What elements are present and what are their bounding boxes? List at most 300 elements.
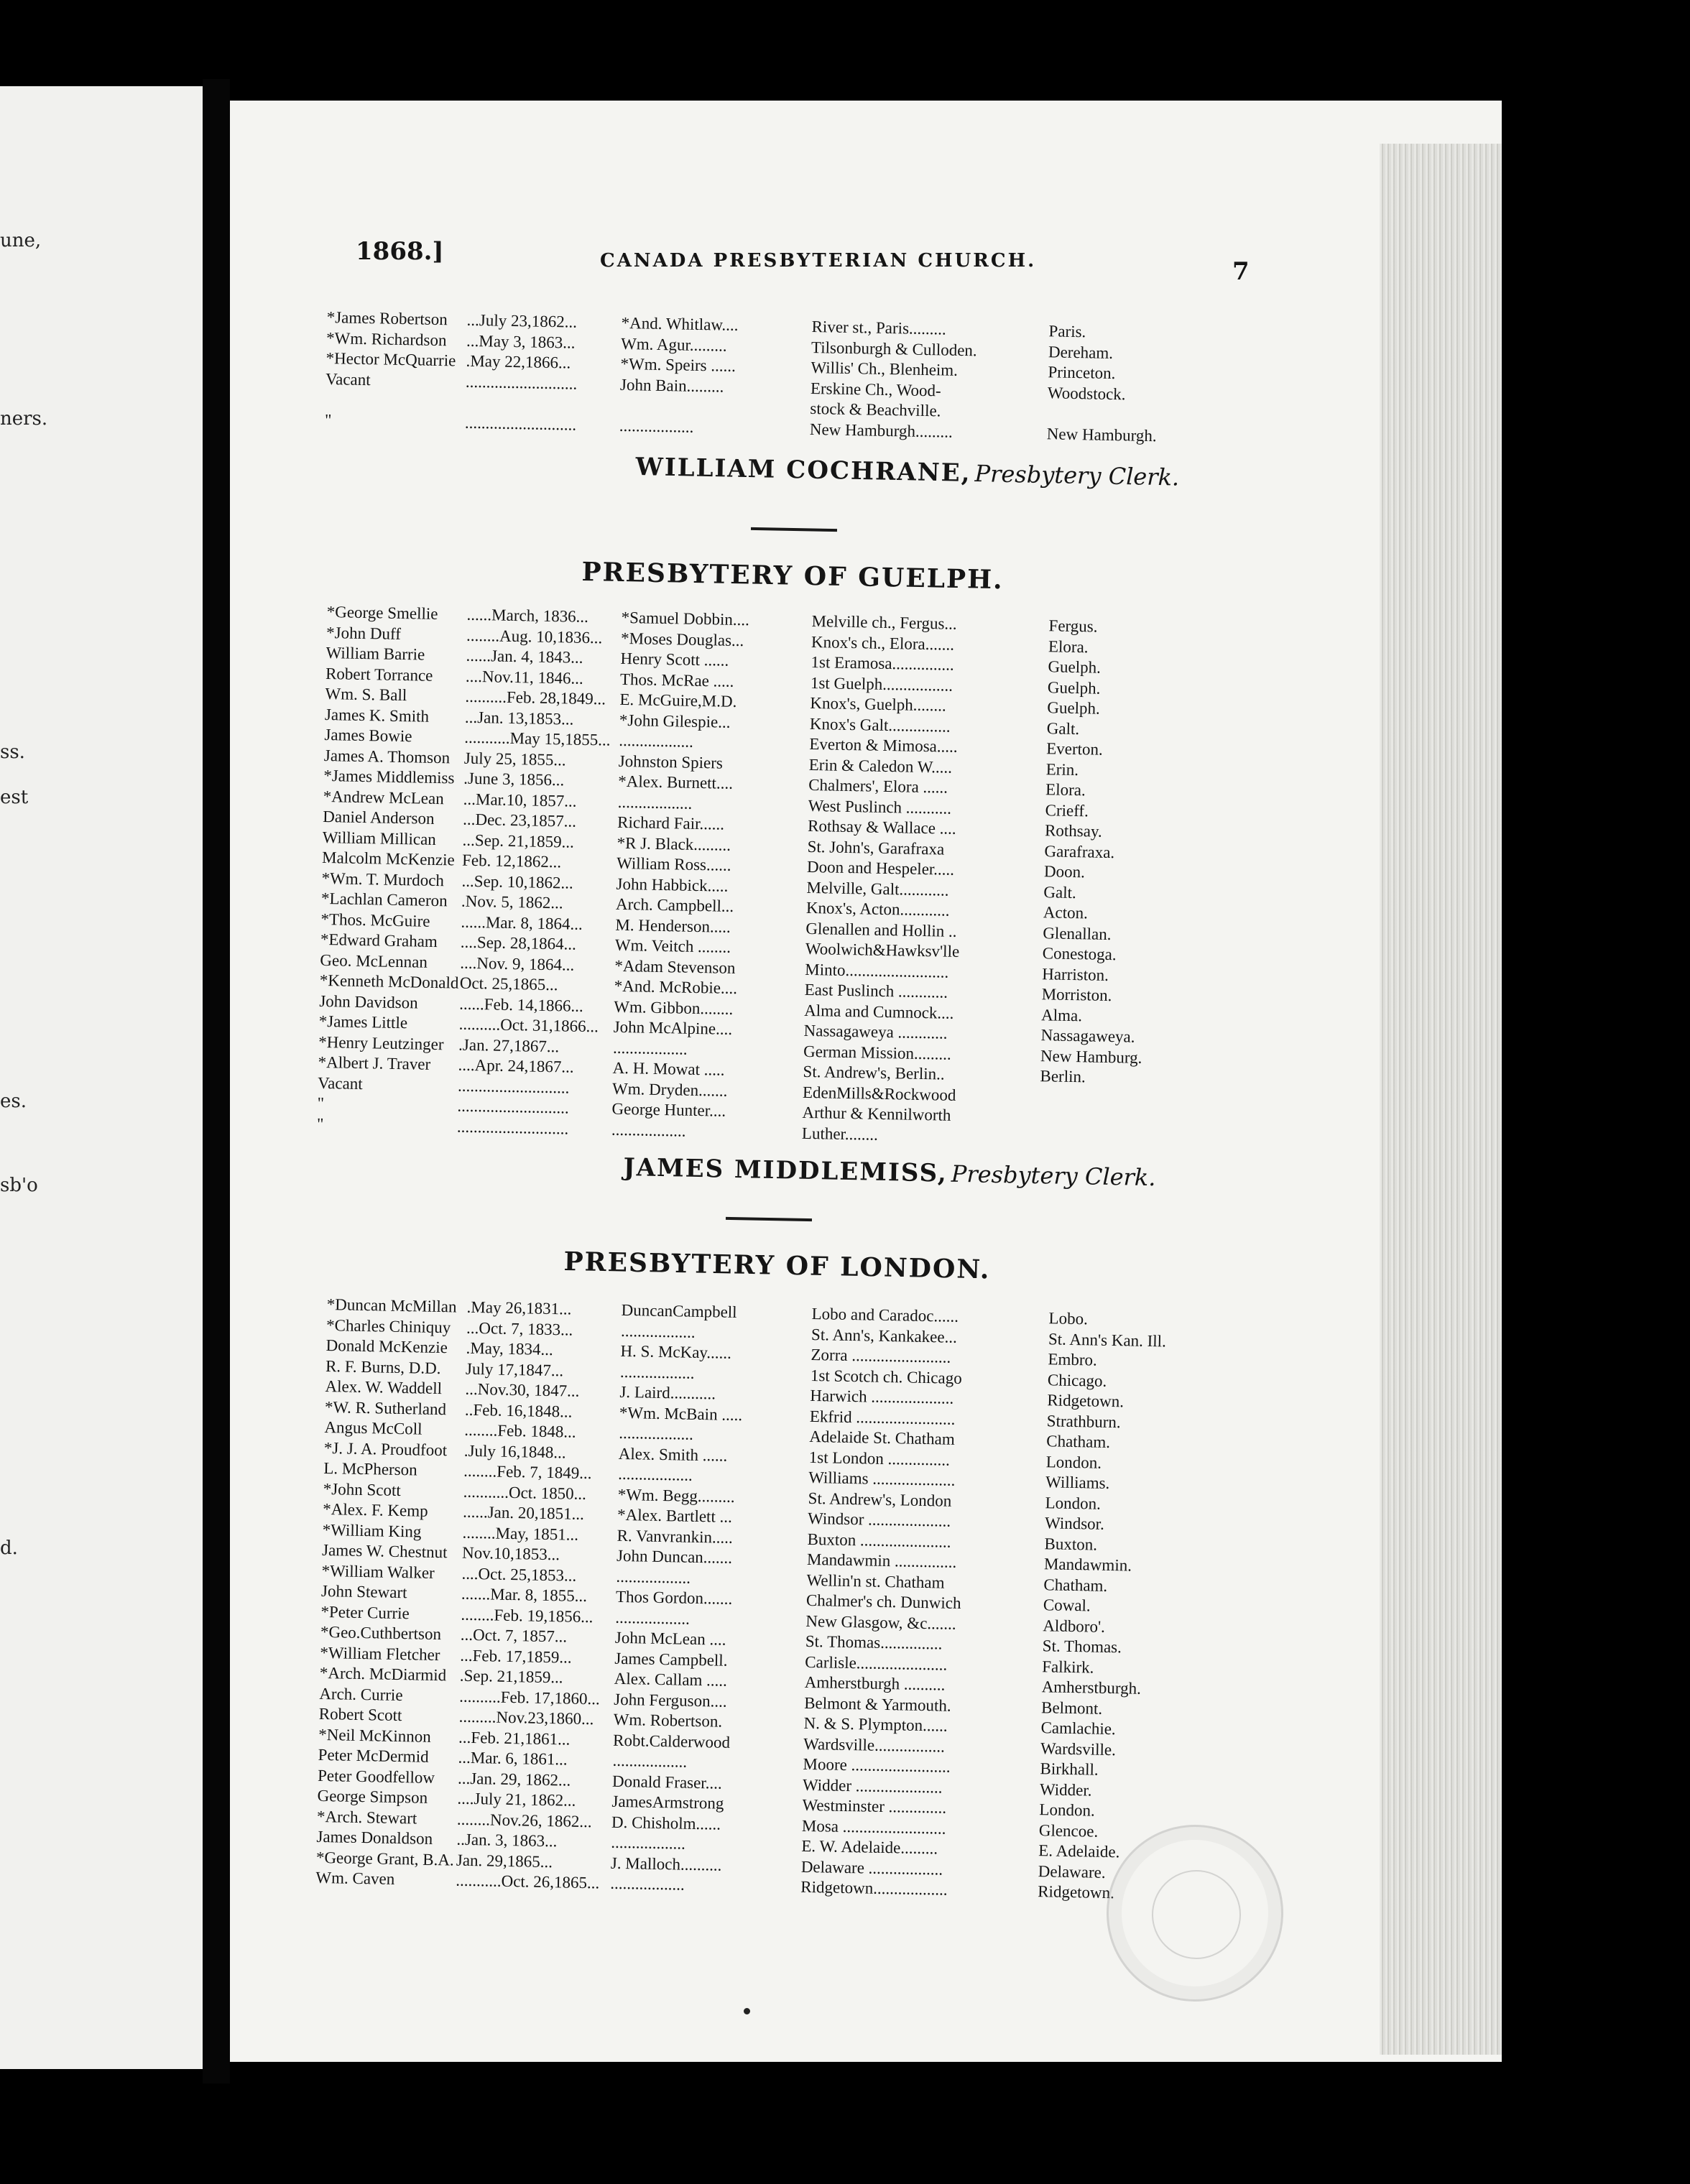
- congregation: Wardsville.................: [803, 1734, 946, 1756]
- minister-name: *W. R. Sutherland: [324, 1397, 447, 1418]
- post-office: Alma.: [1040, 1005, 1083, 1024]
- induction-date: ...Mar.10, 1857...: [463, 790, 577, 810]
- header-year: 1868.]: [356, 237, 444, 266]
- minister-name: *Wm. T. Murdoch: [321, 869, 445, 889]
- post-office: Guelph.: [1048, 657, 1102, 677]
- congregation: Lobo and Caradoc......: [811, 1304, 959, 1325]
- induction-date: ...........................: [457, 1076, 570, 1097]
- induction-date: ...July 23,1862...: [466, 310, 578, 331]
- minister-name: *Charles Chiniquy: [325, 1315, 451, 1336]
- congregation: Knox's ch., Elora.......: [811, 632, 955, 654]
- clerk-title: Presbytery Clerk.: [951, 1160, 1156, 1192]
- clerk-name: JAMES MIDDLEMISS,: [623, 1153, 948, 1188]
- post-office: Crieff.: [1045, 800, 1089, 820]
- post-office: Ridgetown.: [1047, 1391, 1125, 1411]
- post-office: New Hamburg.: [1040, 1046, 1142, 1067]
- post-office: Birkhall.: [1040, 1759, 1099, 1779]
- minister-name: William Millican: [322, 828, 437, 848]
- elder-name: Arch. Campbell...: [615, 894, 734, 915]
- induction-date: ...........................: [465, 372, 578, 393]
- minister-name: *George Grant, B.A.: [315, 1848, 455, 1869]
- elder-name: Wm. Robertson.: [613, 1710, 723, 1731]
- minister-name: Peter Goodfellow: [317, 1766, 435, 1787]
- minister-name: *J. J. A. Proudfoot: [323, 1438, 448, 1459]
- minister-name: R. F. Burns, D.D.: [325, 1356, 441, 1377]
- elder-name: ..................: [619, 731, 694, 751]
- guelph-table: [317, 602, 1247, 1152]
- minister-name: George Simpson: [317, 1786, 428, 1807]
- induction-date: ...........May 15,1855...: [464, 728, 611, 749]
- post-office: Dereham.: [1048, 342, 1114, 362]
- post-office: Everton.: [1046, 739, 1104, 759]
- congregation: Delaware ..................: [800, 1857, 943, 1879]
- congregation: Windsor ....................: [807, 1509, 951, 1530]
- post-office: Mandawmin.: [1043, 1555, 1132, 1575]
- minister-name: L. McPherson: [323, 1458, 417, 1479]
- post-office: Falkirk.: [1042, 1657, 1094, 1677]
- congregation: St. Andrew's, Berlin..: [803, 1062, 945, 1083]
- induction-date: ........Feb. 1848...: [464, 1420, 576, 1441]
- elder-name: Johnston Spiers: [618, 751, 724, 772]
- congregation: Everton & Mimosa.....: [809, 734, 958, 756]
- post-office: Morriston.: [1041, 985, 1112, 1005]
- post-office: Paris.: [1048, 322, 1086, 341]
- minister-name: William Barrie: [325, 643, 425, 664]
- post-office: Amherstburgh.: [1041, 1678, 1142, 1698]
- post-office: Elora.: [1048, 637, 1089, 656]
- facing-page-fragment: es.: [0, 1091, 27, 1112]
- induction-date: ...Feb. 17,1859...: [460, 1646, 572, 1667]
- elder-name: *Wm. Speirs ......: [620, 354, 737, 375]
- elder-name: Richard Fair......: [617, 813, 725, 833]
- induction-date: ..Jan. 3, 1863...: [456, 1830, 558, 1851]
- congregation: Williams ....................: [808, 1468, 956, 1489]
- congregation: Erskine Ch., Wood-: [810, 379, 941, 399]
- induction-date: ......March, 1836...: [466, 605, 589, 626]
- clerk-title: Presbytery Clerk.: [974, 460, 1180, 491]
- congregation: Ridgetown..................: [800, 1877, 948, 1899]
- induction-date: ..........Oct. 31,1866...: [458, 1014, 599, 1036]
- induction-date: .Sep. 21,1859...: [459, 1666, 563, 1687]
- post-office: Windsor.: [1044, 1514, 1105, 1533]
- elder-name: DuncanCampbell: [621, 1300, 737, 1321]
- congregation: Carlisle......................: [805, 1652, 948, 1674]
- post-office: Berlin.: [1040, 1067, 1086, 1086]
- post-office: London.: [1039, 1800, 1095, 1820]
- minister-name: Robert Scott: [318, 1704, 402, 1725]
- congregation: River st., Paris.........: [811, 317, 947, 338]
- induction-date: .May 26,1831...: [466, 1297, 572, 1318]
- induction-date: July 25, 1855...: [463, 749, 566, 769]
- elder-name: ..................: [610, 1874, 685, 1894]
- elder-name: ..................: [612, 1038, 688, 1058]
- elder-name: ..................: [620, 1321, 696, 1341]
- minister-name: Daniel Anderson: [323, 807, 435, 828]
- elder-name: Robt.Calderwood: [612, 1731, 731, 1752]
- minister-name: John Stewart: [320, 1581, 407, 1602]
- congregation: West Puslinch ...........: [808, 796, 952, 818]
- page-edges: [1380, 144, 1502, 2055]
- induction-date: ....Apr. 24,1867...: [458, 1055, 574, 1076]
- elder-name: *Samuel Dobbin....: [621, 608, 750, 629]
- elder-name: ..................: [619, 1362, 695, 1382]
- congregation: Belmont & Yarmouth.: [803, 1693, 951, 1715]
- minister-name: James A. Thomson: [323, 746, 451, 767]
- elder-name: Thos Gordon.......: [615, 1587, 733, 1608]
- post-office: Harriston.: [1042, 964, 1109, 984]
- elder-name: *Wm. Begg.........: [617, 1485, 735, 1506]
- induction-date: ...Jan. 13,1853...: [464, 708, 574, 728]
- elder-name: *Alex. Bartlett ...: [617, 1505, 733, 1526]
- induction-date: Feb. 12,1862...: [461, 851, 562, 871]
- post-office: Delaware.: [1038, 1861, 1106, 1882]
- induction-date: ........Feb. 19,1856...: [461, 1605, 594, 1626]
- post-office: Glencoe.: [1038, 1820, 1099, 1841]
- congregation: 1st Eramosa...............: [811, 652, 955, 674]
- minister-name: *Neil McKinnon: [318, 1725, 431, 1746]
- minister-name: *Wm. Richardson: [325, 328, 447, 349]
- minister-name: James Bowie: [324, 725, 412, 746]
- elder-name: George Hunter....: [611, 1099, 726, 1120]
- post-office: Rothsay.: [1044, 821, 1102, 841]
- congregation: Zorra ........................: [811, 1345, 951, 1366]
- minister-name: Wm. S. Ball: [325, 684, 407, 705]
- header-title: CANADA PRESBYTERIAN CHURCH.: [600, 250, 1037, 272]
- congregation: Luther........: [801, 1124, 879, 1144]
- minister-name: *William King: [322, 1520, 422, 1541]
- congregation: Doon and Hespeler.....: [806, 857, 955, 879]
- congregation: Tilsonburgh & Culloden.: [811, 338, 977, 359]
- congregation: Willis' Ch., Blenheim.: [811, 358, 959, 379]
- elder-name: *Adam Stevenson: [614, 956, 736, 977]
- post-office: Strathburn.: [1046, 1411, 1121, 1431]
- induction-date: .May 22,1866...: [466, 351, 571, 372]
- post-office: Nassagaweya.: [1040, 1026, 1135, 1046]
- post-office: Embro.: [1048, 1350, 1098, 1369]
- minister-name: *James Little: [318, 1012, 408, 1032]
- elder-name: ..................: [611, 1833, 686, 1853]
- minister-name: *Kenneth McDonald: [319, 971, 459, 992]
- facing-page-fragment: ners.: [0, 408, 48, 430]
- post-office: [1039, 1128, 1237, 1152]
- congregation: German Mission.........: [803, 1042, 952, 1063]
- post-office: London.: [1045, 1493, 1102, 1513]
- minister-name: *Albert J. Traver: [318, 1052, 431, 1073]
- facing-page-fragment: ss.: [0, 741, 25, 763]
- minister-name: *Arch. McDiarmid: [319, 1663, 447, 1685]
- induction-date: ........May, 1851...: [462, 1523, 579, 1544]
- induction-date: Oct. 25,1865...: [459, 973, 558, 994]
- induction-date: .May, 1834...: [466, 1338, 554, 1359]
- post-office: Williams.: [1045, 1473, 1110, 1492]
- minister-name: John Davidson: [319, 991, 418, 1012]
- elder-name: Alex. Smith ......: [618, 1444, 728, 1465]
- post-office: Glenallan.: [1043, 923, 1112, 943]
- minister-name: Wm. Caven: [315, 1868, 395, 1888]
- elder-name: Donald Fraser....: [611, 1772, 722, 1792]
- congregation: Knox's Galt...............: [809, 714, 951, 736]
- minister-name: Peter McDermid: [318, 1745, 429, 1766]
- induction-date: ...Oct. 7, 1833...: [466, 1318, 573, 1339]
- minister-name: Robert Torrance: [325, 664, 433, 685]
- library-stamp: [1107, 1825, 1283, 2002]
- post-office: Fergus.: [1048, 616, 1098, 636]
- elder-name: John McLean ....: [614, 1628, 726, 1649]
- elder-name: William Ross......: [616, 853, 731, 874]
- elder-name: Henry Scott ......: [620, 649, 729, 670]
- elder-name: R. Vanvrankin.....: [617, 1526, 734, 1547]
- post-office: Wardsville.: [1040, 1739, 1117, 1759]
- congregation: Mosa .........................: [801, 1816, 946, 1838]
- congregation: Adelaide St. Chatham: [809, 1427, 956, 1448]
- induction-date: .July 16,1848...: [463, 1441, 566, 1461]
- elder-name: *John Gilespie...: [619, 711, 731, 731]
- congregation: Chalmer's ch. Dunwich: [805, 1591, 961, 1613]
- post-office: Galt.: [1046, 718, 1080, 738]
- congregation: East Puslinch ............: [804, 980, 948, 1001]
- post-office: Elora.: [1045, 780, 1086, 800]
- elder-name: *Moses Douglas...: [620, 629, 744, 649]
- minister-name: *Geo.Cuthbertson: [320, 1622, 442, 1644]
- post-office: Doon.: [1043, 862, 1086, 882]
- post-office: Ridgetown.: [1037, 1882, 1115, 1902]
- induction-date: ...Oct. 7, 1857...: [460, 1625, 568, 1646]
- post-office: Belmont.: [1040, 1698, 1103, 1718]
- minister-name: Vacant: [317, 1073, 363, 1093]
- elder-name: Thos. McRae .....: [619, 670, 734, 690]
- elder-name: ..................: [617, 792, 693, 813]
- elder-name: ..................: [615, 1608, 691, 1628]
- elder-name: *And. McRobie....: [614, 976, 738, 998]
- induction-date: ...........Oct. 1850...: [463, 1482, 587, 1503]
- post-office: Widder.: [1039, 1780, 1092, 1800]
- post-office: St. Ann's Kan. Ill.: [1048, 1329, 1167, 1350]
- induction-date: ...Feb. 21,1861...: [458, 1728, 571, 1749]
- post-office: Chicago.: [1047, 1370, 1107, 1390]
- post-office: Galt.: [1043, 882, 1077, 902]
- congregation: Moore ........................: [803, 1754, 951, 1776]
- post-office: Chatham.: [1043, 1575, 1108, 1595]
- minister-name: *Lachlan Cameron: [320, 889, 448, 910]
- congregation: St. Andrew's, London: [808, 1489, 952, 1510]
- post-office: Erin.: [1045, 759, 1079, 779]
- minister-name: *George Smellie: [326, 602, 438, 623]
- london-table: [315, 1295, 1247, 1906]
- minister-name: *William Fletcher: [320, 1643, 440, 1664]
- elder-name: Wm. Gibbon........: [614, 997, 734, 1018]
- clerk-name: WILLIAM COCHRANE,: [635, 453, 971, 488]
- minister-name: ": [317, 1093, 325, 1113]
- elder-name: J. Malloch..........: [610, 1854, 722, 1874]
- congregation: Wellin'n st. Chatham: [806, 1570, 945, 1592]
- elder-name: *And. Whitlaw....: [621, 313, 739, 334]
- facing-page-fragment: une,: [0, 230, 42, 251]
- paris-continuation-table: [325, 307, 1247, 448]
- elder-name: D. Chisholm......: [611, 1813, 721, 1833]
- minister-name: *Edward Graham: [320, 930, 438, 951]
- minister-name: James K. Smith: [324, 705, 430, 726]
- induction-date: ...........................: [457, 1096, 570, 1117]
- minister-name: *Duncan McMillan: [326, 1295, 457, 1316]
- elder-name: E. McGuire,M.D.: [619, 690, 737, 711]
- induction-date: .......Mar. 8, 1855...: [461, 1584, 588, 1606]
- congregation: Melville, Galt............: [806, 878, 949, 899]
- congregation: Knox's, Guelph........: [810, 693, 947, 715]
- minister-name: Alex. W. Waddell: [325, 1376, 443, 1398]
- post-office: Princeton.: [1048, 363, 1116, 383]
- induction-date: Jan. 29,1865...: [456, 1851, 553, 1871]
- post-office: New Hamburgh.: [1046, 424, 1157, 445]
- elder-name: *Wm. McBain .....: [619, 1403, 743, 1424]
- induction-date: ...........................: [456, 1117, 569, 1138]
- induction-date: ...Dec. 23,1857...: [462, 810, 577, 830]
- elder-name: John Habbick.....: [616, 874, 729, 895]
- congregation: Erin & Caledon W.....: [808, 755, 953, 777]
- elder-name: H. S. McKay......: [620, 1341, 732, 1362]
- congregation: EdenMills&Rockwood: [802, 1083, 956, 1104]
- facing-page: [0, 86, 203, 2069]
- induction-date: ...........................: [464, 413, 577, 434]
- elder-name: Alex. Callam .....: [614, 1669, 728, 1690]
- induction-date: ........Nov.26, 1862...: [456, 1810, 592, 1831]
- induction-date: ...Nov.30, 1847...: [465, 1379, 580, 1400]
- induction-date: ...Jan. 29, 1862...: [457, 1769, 571, 1790]
- congregation: Rothsay & Wallace ....: [807, 816, 956, 838]
- minister-name: *John Duff: [325, 623, 402, 643]
- congregation: Harwich ....................: [810, 1386, 954, 1407]
- induction-date: ..Feb. 16,1848...: [464, 1400, 573, 1421]
- minister-name: *Alex. F. Kemp: [323, 1499, 428, 1520]
- facing-page-fragment: est: [0, 787, 29, 808]
- elder-name: Wm. Veitch ........: [614, 935, 731, 956]
- congregation: New Glasgow, &c.......: [805, 1611, 956, 1633]
- minister-name: ": [316, 1114, 324, 1133]
- congregation: Nassagaweya ............: [803, 1021, 948, 1042]
- elder-name: ..................: [616, 1567, 691, 1587]
- post-office: Camlachie.: [1040, 1718, 1116, 1739]
- minister-name: Geo. McLennan: [320, 950, 428, 971]
- elder-name: *Alex. Burnett....: [618, 772, 734, 792]
- induction-date: ....July 21, 1862...: [457, 1789, 576, 1810]
- elder-name: Wm. Agur.........: [620, 334, 727, 355]
- post-office: Acton.: [1043, 903, 1089, 922]
- elder-name: M. Henderson.....: [615, 915, 731, 936]
- minister-name: *Peter Currie: [320, 1602, 410, 1622]
- induction-date: ...Mar. 6, 1861...: [458, 1748, 568, 1769]
- congregation: St. John's, Garafraxa: [807, 837, 945, 859]
- elder-name: Wm. Dryden.......: [611, 1079, 728, 1100]
- congregation: Buxton ......................: [807, 1530, 951, 1551]
- minister-name: Arch. Currie: [319, 1684, 403, 1704]
- elder-name: J. Laird...........: [619, 1382, 716, 1403]
- induction-date: ........Feb. 7, 1849...: [463, 1461, 592, 1483]
- minister-name: *William Walker: [321, 1561, 435, 1582]
- post-office: Chatham.: [1046, 1432, 1111, 1451]
- induction-date: .June 3, 1856...: [463, 769, 565, 790]
- post-office: Lobo.: [1048, 1309, 1089, 1328]
- elder-name: John Ferguson....: [614, 1690, 727, 1711]
- induction-date: ..........Feb. 28,1849...: [465, 687, 606, 708]
- congregation: N. & S. Plympton......: [803, 1713, 948, 1735]
- elder-name: John Duncan.......: [616, 1546, 733, 1567]
- elder-name: John McAlpine....: [613, 1017, 733, 1038]
- post-office: E. Adelaide.: [1038, 1841, 1120, 1861]
- induction-date: ...May 3, 1863...: [466, 331, 576, 352]
- congregation: Amherstburgh ..........: [804, 1672, 946, 1694]
- section-title-guelph: PRESBYTERY OF GUELPH.: [581, 557, 1005, 596]
- minister-name: Angus McColl: [324, 1417, 422, 1438]
- post-office: Buxton.: [1044, 1534, 1098, 1554]
- minister-name: Malcolm McKenzie: [321, 848, 455, 869]
- congregation: 1st Guelph.................: [810, 673, 953, 695]
- congregation: St. Ann's, Kankakee...: [811, 1325, 958, 1346]
- induction-date: ...Sep. 21,1859...: [462, 830, 575, 851]
- elder-name: ..................: [611, 1120, 686, 1140]
- induction-date: .........Nov.23,1860...: [458, 1707, 594, 1729]
- congregation: Woolwich&Hawksv'lle: [805, 939, 960, 961]
- congregation: St. Thomas...............: [805, 1632, 943, 1653]
- induction-date: ...Sep. 10,1862...: [461, 871, 574, 892]
- congregation: Melville ch., Fergus...: [811, 611, 957, 633]
- congregation: Knox's, Acton............: [805, 898, 950, 920]
- congregation: New Hamburgh.........: [809, 420, 953, 441]
- minister-name: *Andrew McLean: [323, 787, 444, 808]
- minister-name: Vacant: [325, 369, 371, 389]
- congregation: Chalmers', Elora ......: [808, 775, 948, 797]
- induction-date: ......Jan. 4, 1843...: [466, 646, 583, 667]
- minister-name: *Hector McQuarrie: [325, 348, 456, 370]
- congregation: 1st Scotch ch. Chicago: [810, 1366, 962, 1387]
- minister-name: [325, 389, 466, 412]
- induction-date: ....Nov.11, 1846...: [465, 667, 584, 688]
- minister-name: *Thos. McGuire: [320, 910, 430, 930]
- minister-name: Donald McKenzie: [325, 1336, 448, 1357]
- congregation: Mandawmin ...............: [806, 1550, 957, 1571]
- congregation: Widder .....................: [802, 1775, 943, 1797]
- congregation: Ekfrid ........................: [809, 1407, 956, 1428]
- post-office: Guelph.: [1047, 698, 1101, 718]
- induction-date: ......Feb. 14,1866...: [459, 994, 584, 1015]
- induction-date: ...........Oct. 26,1865...: [456, 1871, 600, 1892]
- minister-name: *Henry Leutzinger: [318, 1032, 444, 1053]
- congregation: Arthur & Kennilworth: [802, 1103, 951, 1124]
- elder-name: James Campbell.: [614, 1649, 728, 1670]
- post-office: Cowal.: [1043, 1596, 1091, 1615]
- post-office: St. Thomas.: [1042, 1637, 1122, 1657]
- running-header: [356, 237, 1254, 286]
- congregation: Alma and Cumnock....: [803, 1001, 954, 1022]
- induction-date: .Nov. 5, 1862...: [461, 892, 563, 912]
- elder-name: John Bain.........: [619, 375, 724, 396]
- elder-name: JamesArmstrong: [611, 1792, 724, 1813]
- congregation: E. W. Adelaide.........: [801, 1836, 938, 1858]
- minister-name: *Arch. Stewart: [316, 1807, 417, 1828]
- minister-name: *James Robertson: [326, 307, 448, 329]
- minister-name: *John Scott: [323, 1479, 402, 1499]
- congregation: 1st London ...............: [808, 1448, 951, 1469]
- post-office: Guelph.: [1047, 677, 1101, 698]
- induction-date: ....Oct. 25,1853...: [461, 1564, 577, 1585]
- minister-name: James W. Chestnut: [321, 1540, 448, 1562]
- minister-name: James Donaldson: [316, 1827, 433, 1848]
- induction-date: July 17,1847...: [465, 1359, 564, 1379]
- elder-name: ..................: [618, 1464, 693, 1484]
- post-office: Conestoga.: [1042, 944, 1117, 964]
- post-office: Aldboro'.: [1043, 1616, 1106, 1636]
- induction-date: ........Aug. 10,1836...: [466, 626, 603, 647]
- facing-page-fragment: d.: [0, 1537, 18, 1559]
- induction-date: ..........Feb. 17,1860...: [459, 1687, 601, 1708]
